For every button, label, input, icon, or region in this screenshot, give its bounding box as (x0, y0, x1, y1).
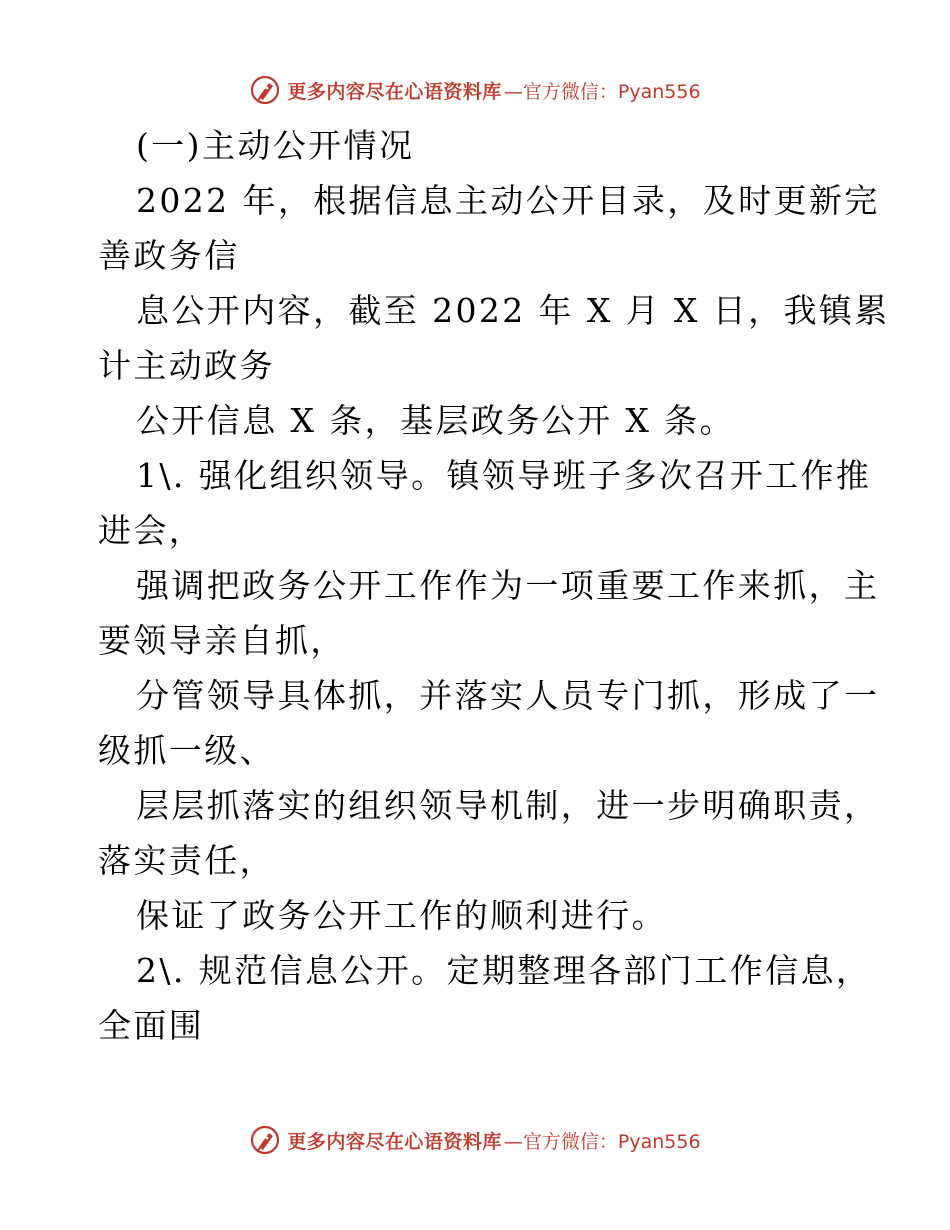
banner-sub-text: —官方微信：Pyan556 (503, 80, 701, 103)
text-line: 善政务信 (98, 236, 240, 275)
text-line: 层层抓落实的组织领导机制，进一步明确职责， (136, 786, 880, 825)
text-line: 全面围 (98, 1006, 205, 1045)
text-line: (一)主动公开情况 (136, 126, 415, 165)
footer-banner (0, 1120, 950, 1160)
text-line: 落实责任， (98, 841, 275, 880)
text-line: 息公开内容，截至 2022 年 X 月 X 日，我镇累 (136, 291, 890, 330)
banner-sub-text: —官方微信：Pyan556 (503, 1130, 701, 1153)
text-line: 公开信息 X 条，基层政务公开 X 条。 (136, 401, 735, 440)
pen-nib-logo-icon (249, 74, 281, 106)
body-paragraphs (98, 118, 890, 1053)
banner-main-text: 更多内容尽在心语资料库 (287, 80, 502, 103)
text-line: 强调把政务公开工作作为一项重要工作来抓，主 (136, 566, 880, 605)
text-line: 保证了政务公开工作的顺利进行。 (136, 896, 667, 935)
text-line: 2\. 规范信息公开。定期整理各部门工作信息， (136, 951, 872, 990)
banner-main-text: 更多内容尽在心语资料库 (287, 1130, 502, 1153)
text-line: 要领导亲自抓， (98, 621, 346, 660)
text-line: 级抓一级、 (98, 731, 275, 770)
pen-nib-logo-icon (249, 1124, 281, 1156)
header-banner (0, 70, 950, 110)
text-line: 分管领导具体抓，并落实人员专门抓，形成了一 (136, 676, 880, 715)
text-line: 1\. 强化组织领导。镇领导班子多次召开工作推 (136, 456, 872, 495)
text-line: 进会， (98, 511, 205, 550)
text-line: 计主动政务 (98, 346, 275, 385)
text-line: 2022 年，根据信息主动公开目录，及时更新完 (136, 181, 880, 220)
